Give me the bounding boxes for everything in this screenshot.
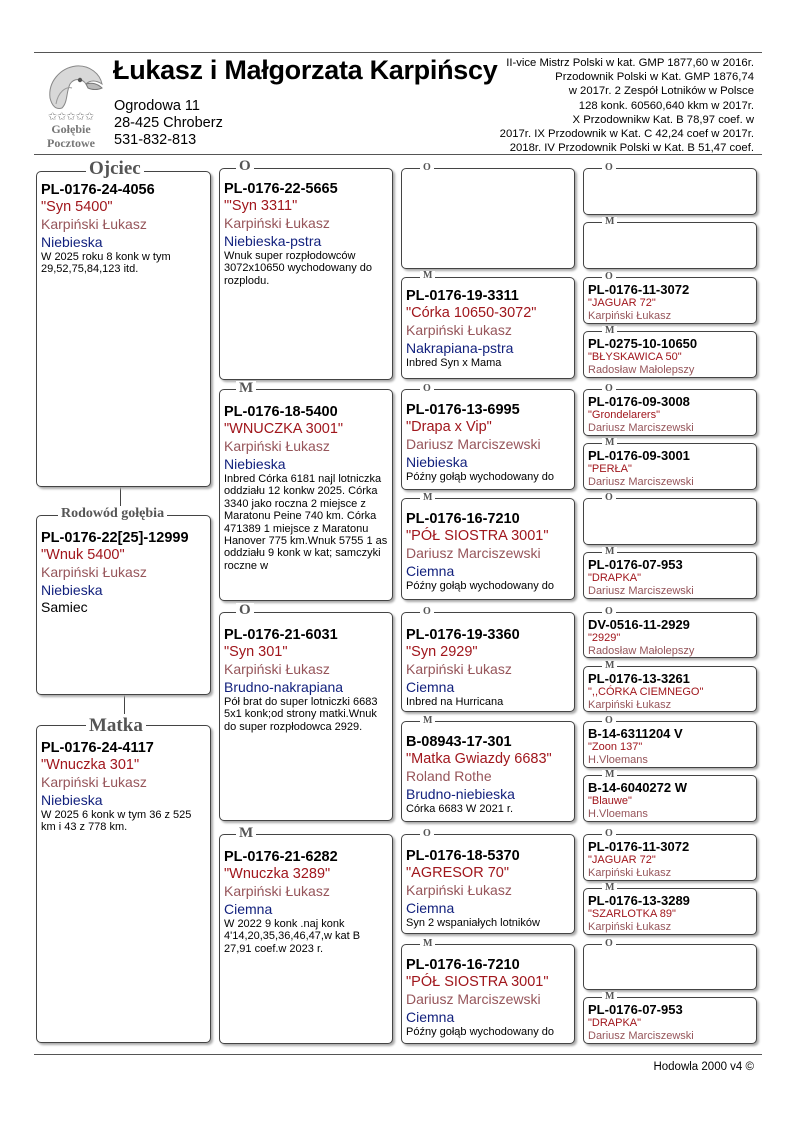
address-street: Ogrodowa 11: [114, 98, 200, 114]
pedigree-card-gen3-empty[interactable]: [401, 168, 575, 269]
pigeon-name: "Zoon 137": [588, 741, 643, 753]
ring-number: PL-0176-21-6282: [224, 849, 338, 865]
label-male: O: [420, 384, 434, 394]
breeder: Dariusz Marciszewski: [588, 475, 694, 488]
achievement-line: Przodownik Polski w Kat. GMP 1876,74: [555, 71, 754, 84]
label-main-pigeon: Rodowód gołębia: [58, 507, 167, 521]
pigeon-note: Późny gołąb wychodowany do: [406, 471, 554, 483]
pigeon-name: "AGRESOR 70": [406, 865, 509, 881]
pedigree-card-gen4[interactable]: [583, 612, 757, 658]
breeder: Dariusz Marciszewski: [588, 1029, 694, 1042]
header-top-rule: [34, 52, 762, 53]
pigeon-name: ",,CÓRKA CIEMNEGO": [588, 686, 704, 698]
label-female: M: [236, 381, 256, 396]
pigeon-name: "Wnuczka 3289": [224, 866, 331, 882]
pigeon-color: Niebieska: [41, 792, 103, 808]
breeder: Karpiński Łukasz: [406, 322, 512, 338]
pigeon-note: Inbred Córka 6181 najl lotniczka oddziału 12 konkw 2025. Córka 3340 jako roczna 2 miejsce z Maratonu Peine 740 km. Córka 471389 1 miejsce z Maratonu Hanover 775 km.Wnuk 5755 1 as oddziału 9 konk w kat; samczyki roczne w: [224, 473, 388, 572]
achievement-line: w 2017r. 2 Zespół Lotników w Polsce: [568, 85, 754, 98]
breeder: Karpiński Łukasz: [224, 883, 330, 899]
ring-number: PL-0176-19-3311: [406, 288, 519, 304]
pedigree-card-gen4[interactable]: [583, 552, 757, 599]
breeder: Dariusz Marciszewski: [588, 584, 694, 597]
achievement-line: 2017r. IX Przodownik w Kat. C 42,24 coef w 2017r.: [499, 128, 754, 141]
breeder: Karpiński Łukasz: [41, 564, 147, 580]
pigeon-note: Inbred na Hurricana: [406, 696, 504, 708]
pedigree-card-gen4-empty[interactable]: [583, 944, 757, 990]
breeder: Karpiński Łukasz: [224, 215, 330, 231]
logo-text: Gołębie Pocztowe: [47, 122, 95, 150]
pigeon-note: Inbred Syn x Mama: [406, 357, 502, 369]
pigeon-name: "PÓŁ SIOSTRA 3001": [406, 528, 549, 544]
breeder: Dariusz Marciszewski: [406, 991, 541, 1007]
label-male: O: [420, 607, 434, 617]
pedigree-card-gen4[interactable]: [583, 277, 757, 324]
breeder: Karpiński Łukasz: [224, 438, 330, 454]
breeder: Dariusz Marciszewski: [588, 421, 694, 434]
ring-number: DV-0516-11-2929: [588, 617, 690, 632]
pigeon-name: "JAGUAR 72": [588, 854, 656, 866]
ring-number: PL-0176-11-3072: [588, 839, 690, 854]
label-male: O: [602, 272, 616, 282]
label-male: O: [602, 939, 616, 949]
label-female: M: [602, 217, 617, 227]
breeder: Karpiński Łukasz: [588, 698, 672, 711]
ring-number: PL-0176-13-3289: [588, 893, 690, 908]
pedigree-card-gen4-empty[interactable]: [583, 168, 757, 215]
footer-rule: [34, 1054, 762, 1055]
pigeon-color: Niebieska: [224, 456, 286, 472]
breeder: Karpiński Łukasz: [224, 661, 330, 677]
pigeon-note: W 2025 6 konk w tym 36 z 525 km i 43 z 778 km.: [41, 809, 192, 834]
pedigree-card-gen4[interactable]: [583, 775, 757, 822]
ring-number: PL-0176-16-7210: [406, 957, 520, 973]
label-father: Ojciec: [86, 159, 144, 178]
pigeon-note: Córka 6683 W 2021 r.: [406, 803, 514, 815]
breeder: Roland Rothe: [406, 768, 492, 784]
ring-number: PL-0176-18-5400: [224, 404, 338, 420]
owner-address: [114, 98, 223, 149]
pigeon-note: Późny gołąb wychodowany do: [406, 580, 554, 592]
pedigree-card-gen3[interactable]: [401, 389, 575, 490]
pedigree-card-gen2[interactable]: [219, 834, 393, 1044]
label-male: O: [602, 716, 616, 726]
label-male: O: [420, 163, 434, 173]
pedigree-card-gen4[interactable]: [583, 331, 757, 378]
pigeon-color: Niebieska-pstra: [224, 233, 322, 249]
pigeon-note: W 2022 9 konk .naj konk 4'14,20,35,36,46,47,w kat B 27,91 coef.w 2023 r.: [224, 918, 361, 955]
pedigree-card-gen3[interactable]: [401, 612, 575, 712]
pedigree-card-gen4-empty[interactable]: [583, 498, 757, 545]
achievement-line: 2018r. IV Przodownik Polski w Kat. B 51,47 coef.: [509, 142, 754, 155]
pigeon-name: "'Syn 3311": [224, 198, 298, 214]
breeder: Karpiński Łukasz: [41, 774, 147, 790]
achievement-line: X Przodownikw Kat. B 78,97 coef. w: [572, 113, 754, 126]
pigeon-name: "BŁYSKAWICA 50": [588, 351, 682, 363]
breeder: Radosław Małolepszy: [588, 363, 695, 376]
pigeon-name: "Wnuczka 301": [41, 757, 140, 773]
label-male: O: [236, 159, 254, 174]
pigeon-color: Niebieska: [406, 454, 468, 470]
pedigree-card-mother[interactable]: [36, 725, 211, 1043]
ring-number: PL-0176-13-6995: [406, 402, 520, 418]
pedigree-card-gen3[interactable]: [401, 277, 575, 379]
pigeon-color: Brudno-niebieska: [406, 786, 515, 802]
pigeon-name: "Drapa x Vip": [406, 419, 492, 435]
pigeon-color: Ciemna: [406, 679, 455, 695]
label-male: O: [602, 607, 616, 617]
pigeon-note: Późny gołąb wychodowany do: [406, 1026, 554, 1038]
label-female: M: [420, 939, 435, 949]
pigeon-name: "Córka 10650-3072": [406, 305, 537, 321]
pedigree-card-gen2[interactable]: [219, 168, 393, 380]
pigeon-name: "Blauwe": [588, 795, 632, 807]
pedigree-card-gen4[interactable]: [583, 888, 757, 935]
pedigree-card-gen3[interactable]: [401, 498, 575, 600]
pigeon-sex: Samiec: [41, 599, 88, 615]
ring-number: PL-0176-09-3008: [588, 394, 690, 409]
pedigree-card-gen2[interactable]: [219, 612, 393, 821]
label-female: M: [602, 438, 617, 448]
ring-number: PL-0176-22-5665: [224, 181, 338, 197]
achievement-line: II-vice Mistrz Polski w kat. GMP 1877,60 w 2016r.: [506, 57, 754, 69]
svg-text:✩✩✩✩✩: ✩✩✩✩✩: [47, 110, 95, 123]
ring-number: B-08943-17-301: [406, 734, 512, 750]
ring-number: PL-0176-21-6031: [224, 627, 338, 643]
label-male: O: [236, 603, 254, 618]
owner-name: Łukasz i Małgorzata Karpińscy: [113, 55, 498, 85]
connector-father-main: [120, 487, 121, 506]
pigeon-name: "2929": [588, 632, 621, 644]
pigeon-name: "PERŁA": [588, 463, 632, 475]
ring-number: PL-0176-24-4056: [41, 182, 155, 198]
ring-number: PL-0176-11-3072: [588, 282, 690, 297]
pedigree-card-gen3[interactable]: [401, 721, 575, 822]
label-male: O: [602, 384, 616, 394]
pedigree-card-father[interactable]: [36, 171, 211, 487]
pigeon-note: Pół brat do super lotniczki 6683 5x1 konk;od strony matki.Wnuk do super rozpłodowca 2929.: [224, 696, 378, 733]
pigeon-color: Ciemna: [224, 901, 273, 917]
label-female: M: [236, 826, 256, 841]
breeder: Karpiński Łukasz: [588, 866, 672, 879]
pedigree-card-gen2[interactable]: [219, 389, 393, 601]
label-mother: Matka: [86, 716, 146, 735]
ring-number: PL-0176-22[25]-12999: [41, 530, 189, 546]
label-female: M: [602, 992, 617, 1002]
label-female: M: [420, 271, 435, 281]
breeder: H.Vloemans: [588, 753, 648, 766]
label-female: M: [420, 493, 435, 503]
label-female: M: [602, 326, 617, 336]
pigeon-color: Brudno-nakrapiana: [224, 679, 344, 695]
pigeon-note: W 2025 roku 8 konk w tym 29,52,75,84,123 itd.: [41, 251, 171, 276]
pedigree-card-gen4-empty[interactable]: [583, 222, 757, 269]
pigeon-name: "DRAPKA": [588, 572, 642, 584]
pigeon-color: Niebieska: [41, 234, 103, 250]
pigeon-name: "Wnuk 5400": [41, 547, 125, 563]
pigeon-name: "Syn 301": [224, 644, 288, 660]
breeder: Karpiński Łukasz: [406, 661, 512, 677]
ring-number: PL-0176-13-3261: [588, 671, 690, 686]
pigeon-name: "Syn 2929": [406, 644, 478, 660]
breeder: Dariusz Marciszewski: [406, 545, 541, 561]
pigeon-color: Niebieska: [41, 582, 103, 598]
pigeon-name: "Syn 5400": [41, 199, 113, 215]
breeder: Karpiński Łukasz: [41, 216, 147, 232]
label-male: O: [420, 829, 434, 839]
pigeon-color: Ciemna: [406, 563, 455, 579]
connector-main-mother: [124, 694, 125, 714]
pedigree-card-gen3[interactable]: [401, 944, 575, 1044]
ring-number: B-14-6040272 W: [588, 780, 687, 795]
breeder: Dariusz Marciszewski: [406, 436, 541, 452]
pigeon-color: Ciemna: [406, 900, 455, 916]
pigeon-name: "Grondelarers": [588, 409, 661, 421]
breeder: Karpiński Łukasz: [588, 920, 672, 933]
label-female: M: [602, 883, 617, 893]
label-male: O: [602, 829, 616, 839]
pigeon-note: Wnuk super rozpłodowców 3072x10650 wychodowany do rozplodu.: [224, 250, 373, 287]
achievements-list: [500, 56, 754, 155]
ring-number: B-14-6311204 V: [588, 726, 683, 741]
ring-number: PL-0176-07-953: [588, 1002, 683, 1017]
address-city: 28-425 Chroberz: [114, 115, 223, 131]
ring-number: PL-0275-10-10650: [588, 336, 698, 351]
pigeon-name: "DRAPKA": [588, 1017, 642, 1029]
ring-number: PL-0176-16-7210: [406, 511, 520, 527]
label-female: M: [602, 770, 617, 780]
pigeon-name: "PÓŁ SIOSTRA 3001": [406, 974, 549, 990]
pedigree-card-gen3[interactable]: [401, 834, 575, 934]
pigeon-name: "Matka Gwiazdy 6683": [406, 751, 552, 767]
pigeon-name: "SZARLOTKA 89": [588, 908, 676, 920]
label-male: O: [602, 493, 616, 503]
achievement-line: 128 konk. 60560,640 kkm w 2017r.: [578, 99, 754, 112]
footer-credit: Hodowla 2000 v4 ©: [653, 1061, 754, 1073]
pedigree-card-gen4[interactable]: [583, 443, 757, 490]
label-female: M: [420, 716, 435, 726]
label-female: M: [602, 547, 617, 557]
pigeon-note: Syn 2 wspaniałych lotników: [406, 917, 540, 929]
pedigree-card-gen4[interactable]: [583, 666, 757, 712]
breeder: Radosław Małolepszy: [588, 644, 695, 657]
pigeon-color: Nakrapiana-pstra: [406, 340, 514, 356]
pigeon-name: "JAGUAR 72": [588, 297, 656, 309]
breeder: Karpiński Łukasz: [406, 882, 512, 898]
ring-number: PL-0176-24-4117: [41, 740, 154, 756]
breeder: H.Vloemans: [588, 807, 648, 820]
pigeon-name: "WNUCZKA 3001": [224, 421, 344, 437]
pedigree-card-gen4[interactable]: [583, 721, 757, 768]
ring-number: PL-0176-19-3360: [406, 627, 520, 643]
label-male: O: [602, 163, 616, 173]
pedigree-card-main[interactable]: [36, 515, 211, 695]
address-phone: 531-832-813: [114, 132, 197, 148]
ring-number: PL-0176-07-953: [588, 557, 683, 572]
pedigree-card-gen4[interactable]: [583, 834, 757, 881]
ring-number: PL-0176-18-5370: [406, 848, 520, 864]
pigeon-color: Ciemna: [406, 1009, 455, 1025]
pedigree-card-gen4[interactable]: [583, 997, 757, 1044]
pedigree-card-gen4[interactable]: [583, 389, 757, 436]
ring-number: PL-0176-09-3001: [588, 448, 690, 463]
breeder: Karpiński Łukasz: [588, 309, 672, 322]
label-female: M: [602, 661, 617, 671]
